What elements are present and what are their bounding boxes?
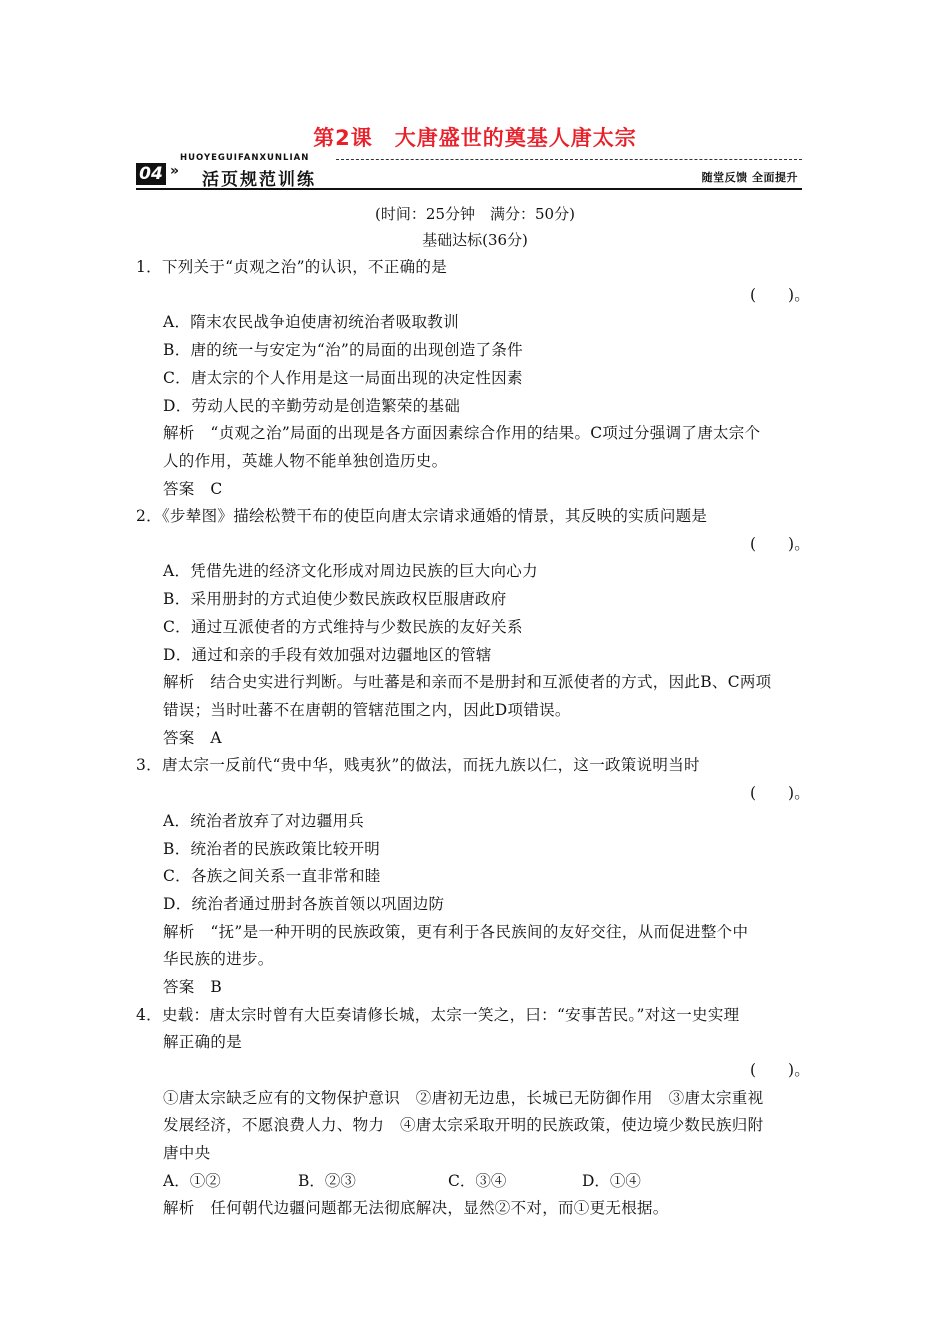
q1-analysis-line2: 人的作用，英雄人物不能单独创造历史。 [163,452,448,470]
q2-option-d: D．通过和亲的手段有效加强对边疆地区的管辖 [163,646,492,664]
q2-stem: 2．《步辇图》描绘松赞干布的使臣向唐太宗请求通婚的情景，其反映的实质问题是 [136,507,708,525]
banner-number-badge: 04 [136,163,166,185]
q4-option-d: D．①④ [582,1172,641,1190]
q3-option-d: D．统治者通过册封各族首领以巩固边防 [163,895,445,913]
q4-items-line1: ①唐太宗缺乏应有的文物保护意识 ②唐初无边患，长城已无防御作用 ③唐太宗重视 [163,1089,764,1107]
chevron-right-icon: » [170,163,180,179]
q4-stem-line1: 4．史载：唐太宗时曾有大臣奏请修长城，太宗一笑之，曰：“安事苦民。”对这一史实理 [136,1006,740,1024]
banner-tagline: 随堂反馈 全面提升 [701,171,798,184]
q3-option-a: A．统治者放弃了对边疆用兵 [163,812,365,830]
q3-stem: 3．唐太宗一反前代“贵中华，贱夷狄”的做法，而抚九族以仁，这一政策说明当时 [136,756,700,774]
banner-dashed-rule [336,159,802,160]
q2-analysis-line2: 错误；当时吐蕃不在唐朝的管辖范围之内，因此D项错误。 [163,701,571,719]
q2-option-b: B．采用册封的方式迫使少数民族政权臣服唐政府 [163,590,507,608]
q1-option-b: B．唐的统一与安定为“治”的局面的出现创造了条件 [163,341,523,359]
q1-answer: 答案 C [163,480,223,498]
q1-option-d: D．劳动人民的辛勤劳动是创造繁荣的基础 [163,397,461,415]
q1-option-c: C．唐太宗的个人作用是这一局面出现的决定性因素 [163,369,523,387]
q3-analysis-line1: 解析 “抚”是一种开明的民族政策，更有利于各民族间的友好交往，从而促进整个中 [163,923,749,941]
q4-option-a: A．①② [163,1172,221,1190]
subsection-heading: 基础达标(36分) [422,231,528,249]
q2-option-c: C．通过互派使者的方式维持与少数民族的友好关系 [163,618,523,636]
q3-analysis-line2: 华民族的进步。 [163,950,274,968]
q4-items-line2: 发展经济，不愿浪费人力、物力 ④唐太宗采取开明的民族政策，使边境少数民族归附 [163,1116,764,1134]
q2-analysis-line1: 解析 结合史实进行判断。与吐蕃是和亲而不是册封和互派使者的方式，因此B、C两项 [163,673,772,691]
q4-items-line3: 唐中央 [163,1144,211,1162]
q4-option-b: B．②③ [298,1172,356,1190]
q4-answer-blank: ( )。 [750,1061,811,1079]
q1-option-a: A．隋末农民战争迫使唐初统治者吸取教训 [163,313,459,331]
q1-stem: 1．下列关于“贞观之治”的认识，不正确的是 [136,258,448,276]
time-info: (时间：25分钟 满分：50分) [375,205,575,223]
q2-answer-blank: ( )。 [750,535,811,553]
q3-answer: 答案 B [163,978,223,996]
q3-option-c: C．各族之间关系一直非常和睦 [163,867,381,885]
q4-stem-line2: 解正确的是 [163,1033,243,1051]
q3-answer-blank: ( )。 [750,784,811,802]
banner-section-title: 活页规范训练 [202,170,316,190]
banner-pinyin: HUOYEGUIFANXUNLIAN [180,153,310,163]
q1-answer-blank: ( )。 [750,286,811,304]
lesson-title: 第2课 大唐盛世的奠基人唐太宗 [313,126,637,150]
q1-analysis-line1: 解析 “贞观之治”局面的出现是各方面因素综合作用的结果。C项过分强调了唐太宗个 [163,424,761,442]
q2-option-a: A．凭借先进的经济文化形成对周边民族的巨大向心力 [163,562,538,580]
banner-rule [136,188,802,190]
q3-option-b: B．统治者的民族政策比较开明 [163,840,381,858]
q2-answer: 答案 A [163,729,222,747]
q4-analysis-line1: 解析 任何朝代边疆问题都无法彻底解决，显然②不对，而①更无根据。 [163,1199,669,1217]
section-banner [136,153,802,193]
q4-option-c: C．③④ [448,1172,507,1190]
